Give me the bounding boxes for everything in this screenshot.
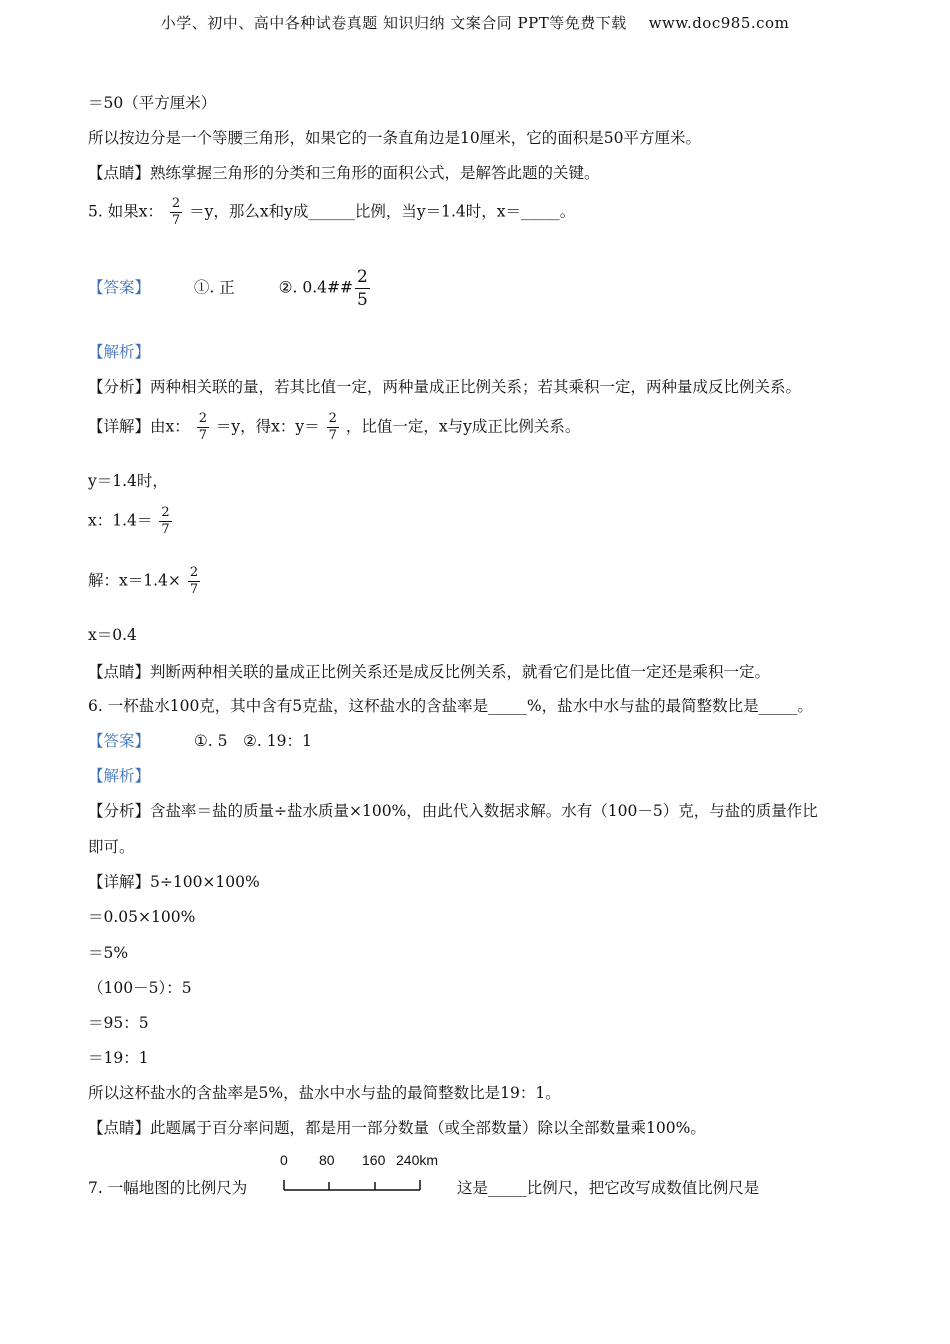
page-header xyxy=(0,12,950,33)
step-text: 解：x＝1.4× xyxy=(88,571,181,590)
question-6: 6. 一杯盐水100克，其中含有5克盐，这杯盐水的含盐率是_____%，盐水中水与盐的最简整数比是_____。 xyxy=(88,697,813,715)
calc-line: ＝95：5 xyxy=(88,1014,149,1032)
fraction: $\frac{2}{7}$ xyxy=(171,196,181,228)
calc-line: ＝0.05×100% xyxy=(88,908,196,926)
calc-line: （100－5）：5 xyxy=(88,979,192,997)
calc-line: ＝5% xyxy=(88,944,129,962)
question-text: 5. 如果x： xyxy=(88,202,163,221)
analysis-tag: 【解析】 xyxy=(88,343,151,361)
scale-label: 80 xyxy=(319,1152,335,1168)
map-scale-bar xyxy=(282,1152,442,1192)
analysis-text: 【分析】含盐率＝盐的质量÷盐水质量×100%，由此代入数据求解。水有（100－5）克，与盐的质量作比 xyxy=(88,802,818,820)
step-line xyxy=(88,505,174,538)
fraction: $\frac{2}{7}$ xyxy=(161,505,170,537)
fraction: $\frac{2}{7}$ xyxy=(198,411,207,443)
answer-tag: 【答案】 xyxy=(88,732,151,750)
question-text: ＝y，那么x和y成______比例，当y＝1.4时，x＝_____。 xyxy=(189,202,576,221)
fraction: $\frac{2}{7}$ xyxy=(189,565,199,597)
detail-text: ＝y，得x：y＝ xyxy=(215,417,320,436)
detail-text: ，比值一定，x与y成正比例关系。 xyxy=(345,417,581,436)
question-5 xyxy=(88,196,575,229)
answer-6 xyxy=(88,729,312,751)
detail-5 xyxy=(88,411,580,444)
dianjing-note: 【点睛】此题属于百分率问题，都是用一部分数量（或全部数量）除以全部数量乘100%。 xyxy=(88,1119,706,1137)
summary-text: 所以这杯盐水的含盐率是5%，盐水中水与盐的最简整数比是19：1。 xyxy=(88,1084,561,1102)
step-text: x：1.4＝ xyxy=(88,511,153,530)
dianjing-note: 【点睛】熟练掌握三角形的分类和三角形的面积公式，是解答此题的关键。 xyxy=(88,164,600,182)
answer-tag: 【答案】 xyxy=(88,278,151,297)
dianjing-note: 【点睛】判断两种相关联的量成正比例关系还是成反比例关系，就看它们是比值一定还是乘积一定。 xyxy=(88,663,771,681)
fraction: $\frac{2}{7}$ xyxy=(328,411,337,443)
detail-text: 【详解】由x： xyxy=(88,417,190,436)
scale-label: 0 xyxy=(280,1152,288,1168)
header-url[interactable]: www.doc985.com xyxy=(648,14,790,32)
fraction: $\frac{2}{5}$ xyxy=(357,267,368,310)
detail-text: 【详解】5÷100×100% xyxy=(88,873,260,891)
question-7-start: 7. 一幅地图的比例尺为 xyxy=(88,1179,248,1197)
answer-5 xyxy=(88,266,372,311)
text-line: 所以按边分是一个等腰三角形，如果它的一条直角边是10厘米，它的面积是50平方厘米。 xyxy=(88,129,701,147)
analysis-tag: 【解析】 xyxy=(88,767,151,785)
step-line xyxy=(88,565,202,598)
answer-text: ①. 5 ②. 19：1 xyxy=(193,732,312,750)
answer-1: ①. 正 xyxy=(193,278,235,297)
text-line: ＝50（平方厘米） xyxy=(88,94,217,112)
header-text: 小学、初中、高中各种试卷真题 知识归纳 文案合同 PPT等免费下载 xyxy=(160,14,627,32)
scale-label: 240km xyxy=(396,1152,439,1168)
question-7-end: 这是_____比例尺，把它改写成数值比例尺是 xyxy=(457,1179,760,1197)
answer-2: ②. 0.4## xyxy=(278,278,353,297)
scale-ruler xyxy=(282,1152,442,1192)
scale-label: 160 xyxy=(362,1152,386,1168)
analysis-text: 即可。 xyxy=(88,838,135,856)
step-line: y＝1.4时， xyxy=(88,472,168,490)
calc-line: ＝19：1 xyxy=(88,1049,149,1067)
step-line: x＝0.4 xyxy=(88,626,137,644)
analysis-text: 【分析】两种相关联的量，若其比值一定，两种量成正比例关系；若其乘积一定，两种量成反比例关系。 xyxy=(88,378,802,396)
